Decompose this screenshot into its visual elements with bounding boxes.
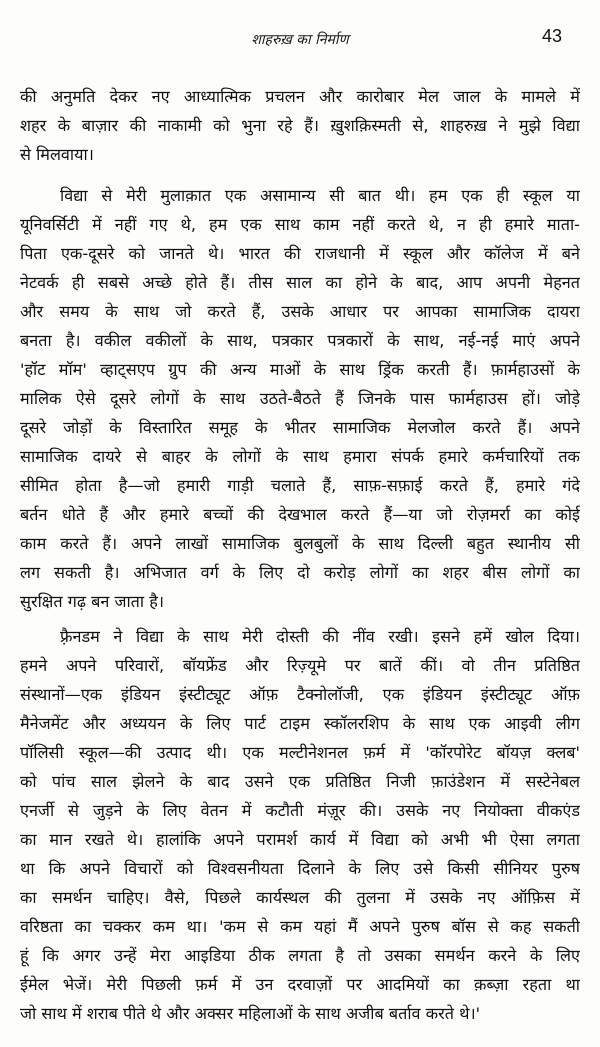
text-line: बनता है। वकील वकीलों के साथ, पत्रकार पत्रकारों के साथ, नई-नई माएं अपने (20, 331, 580, 350)
text-line: यूनिवर्सिटी में नहीं गए थे, हम एक साथ काम नहीं करते थे, न ही हमारे माता- (20, 215, 580, 234)
text-line: मालिक ऐसे दूसरे लोगों के साथ उठते-बैठते हैं जिनके पास फार्महाउस हों। जोड़े (20, 389, 580, 408)
text-line: जो साथ में शराब पीते थे और अक्सर महिलाओं के साथ अजीब बर्ताव करते थे।' (20, 1004, 481, 1023)
text-line: और समय के साथ जो करते हैं, उसके आधार पर आपका सामाजिक दायरा (20, 302, 580, 321)
chapter-title: शाहरुख़ का निर्माण (251, 32, 349, 48)
text-line: लग सकती है। अभिजात वर्ग के लिए दो करोड़ लोगों का शहर बीस लोगों का (20, 563, 580, 582)
running-header (0, 26, 600, 52)
text-line: का समर्थन चाहिए। वैसे, पिछले कार्यस्थल की तुलना में उसके नए ऑफ़िस में (20, 888, 580, 907)
text-line: बर्तन धोते हैं और हमारे बच्चों की देखभाल करते हैं—या जो रोज़मर्रा का कोई (20, 505, 580, 524)
text-line: मैनेजमेंट और अध्ययन के लिए पार्ट टाइम स्कॉलरशिप के साथ एक आइवी लीग (20, 714, 580, 733)
text-line: था कि अपने विचारों को विश्वसनीयता दिलाने के लिए उसे किसी सीनियर पुरुष (20, 859, 580, 878)
text-line: का मान रखते थे। हालांकि अपने परामर्श कार्य में विद्या को अभी भी ऐसा लगता (20, 830, 580, 849)
body-text (20, 82, 580, 1034)
text-line: काम करते हैं। अपने लाखों सामाजिक बुलबुलों के साथ दिल्ली बहुत स्थानीय सी (20, 534, 580, 553)
text-line: हूं कि अगर उन्हें मेरा आइडिया ठीक लगता है तो उसका समर्थन करने के लिए (20, 946, 580, 965)
text-line: सामाजिक दायरे से बाहर के लोगों के साथ हमारा संपर्क हमारे कर्मचारियों तक (20, 447, 580, 466)
paragraph-1 (20, 82, 580, 169)
text-line: वरिष्ठता का चक्कर कम था। 'कम से कम यहां मैं अपने पुरुष बॉस से कह सकती (20, 917, 580, 936)
text-line: विद्या से मेरी मुलाक़ात एक असामान्य सी बात थी। हम एक ही स्कूल या (60, 186, 580, 205)
text-line: संस्थानों—एक इंडियन इंस्टीट्यूट ऑफ़ टैक्नोलॉजी, एक इंडियन इंस्टीट्यूट ऑफ़ (20, 685, 580, 704)
paragraph-2 (20, 181, 580, 616)
text-line: एनर्जी से जुड़ने के लिए वेतन में कटौती मंज़ूर की। उसके नए नियोक्ता वीकएंड (20, 801, 580, 820)
text-line: दूसरे जोड़ों के विस्तारित समूह के भीतर सामाजिक मेलजोल करते हैं। अपने (20, 418, 580, 437)
text-line: पिता एक-दूसरे को जानते थे। भारत की राजधानी में स्कूल और कॉलेज में बने (20, 244, 580, 263)
text-line: सुरक्षित गढ़ बन जाता है। (20, 592, 164, 611)
text-line: पॉलिसी स्कूल—की उत्पाद थी। एक मल्टीनेशनल फ़र्म में 'कॉरपोरेट बॉयज़ क्लब' (20, 743, 580, 762)
text-line: ईमेल भेजें। मेरी पिछली फ़र्म में उन दरवाज़ों पर आदमियों का क़ब्ज़ा रहता था (20, 975, 580, 994)
text-line: सीमित होता है—जो हमारी गाड़ी चलाते हैं, साफ़-सफ़ाई करते हैं, हमारे गंदे (20, 476, 580, 495)
text-line: फ़्रैनडम ने विद्या के साथ मेरी दोस्ती की नींव रखी। इसने हमें खोल दिया। (60, 627, 580, 646)
paragraph-3 (20, 622, 580, 1028)
text-line: 'हॉट मॉम' व्हाट्सएप ग्रुप की अन्य माओं के साथ ड्रिंक करती हैं। फ़ार्महाउसों के (20, 360, 580, 379)
text-line: को पांच साल झेलने के बाद उसने एक प्रतिष्ठित निजी फ़ाउंडेशन में सस्टेनेबल (20, 772, 580, 791)
text-line: शहर के बाज़ार की नाकामी को भुना रहे हैं। ख़ुशक़िस्मती से, शाहरुख़ ने मुझे विद्या (20, 116, 580, 135)
page-number: 43 (541, 26, 562, 46)
text-line: की अनुमति देकर नए आध्यात्मिक प्रचलन और कारोबार मेल जाल के मामले में (20, 87, 580, 106)
text-line: हमने अपने परिवारों, बॉयफ्रेंड और रिज़्यूमे पर बातें कीं। वो तीन प्रतिष्ठित (20, 656, 580, 675)
text-line: नेटवर्क ही सबसे अच्छे होते हैं। तीस साल का होने के बाद, आप अपनी मेहनत (20, 273, 580, 292)
text-line: से मिलवाया। (20, 145, 94, 164)
